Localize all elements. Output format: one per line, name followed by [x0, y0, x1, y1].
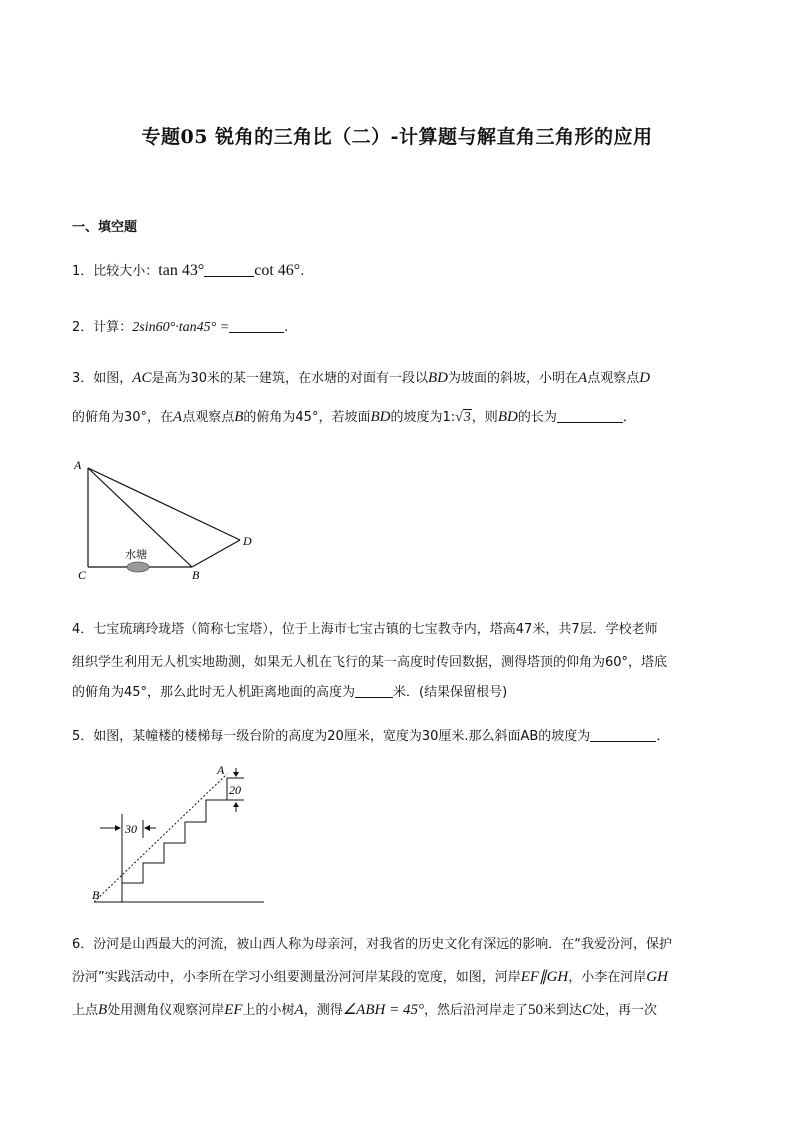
- q3-text: 的俯角为30°，在: [72, 410, 174, 425]
- q6-math: EF∥GH: [520, 969, 569, 985]
- q6-text: 上的小树: [242, 1003, 295, 1018]
- q6-text: ，然后沿河岸走了: [423, 1003, 528, 1018]
- q4-answer-blank[interactable]: [355, 684, 393, 698]
- arrow-head-icon: [144, 825, 150, 831]
- q1-left-expr: tan 43°: [158, 262, 205, 279]
- q6-text: 上点: [72, 1003, 99, 1018]
- line-bd: [192, 540, 240, 567]
- question-6-line-3: [72, 999, 657, 1019]
- q1-number: 1．: [72, 264, 94, 279]
- dim-width-label: 30: [125, 822, 137, 836]
- q3-var-bd: BD: [370, 409, 391, 425]
- question-4-line-3: [72, 681, 507, 700]
- arrow-head-icon: [233, 802, 239, 807]
- q4-number: 4．: [72, 622, 94, 637]
- dim-height-label: 20: [229, 783, 241, 797]
- q6-text: ，测得: [303, 1003, 343, 1018]
- q6-math: A: [294, 1002, 304, 1018]
- section-heading: 一、填空题: [72, 220, 138, 235]
- q3-var-ac: AC: [132, 370, 152, 386]
- q4-text: 七宝琉璃玲珑塔（简称七宝塔），位于上海市七宝古镇的七宝教寺内，塔高47米，共7层．学校老师: [93, 622, 658, 637]
- q3-text: 是高为30米的某一建筑，在水塘的对面有一段以: [151, 371, 429, 386]
- q6-math: GH: [646, 969, 668, 985]
- q3-var-bd: BD: [497, 409, 518, 425]
- question-5: [72, 725, 669, 744]
- q6-text: 汾河是山西最大的河流，被山西人称为母亲河，对我省的历史文化有深远的影响．在“我爱汾河，保护: [93, 937, 673, 952]
- slope-ab: [94, 774, 227, 902]
- question-4-line-1: [72, 618, 658, 637]
- q2-expression: 2sin60°·tan45° =: [132, 320, 230, 335]
- label-a: A: [217, 763, 225, 777]
- q5-text: 如图，某幢楼的楼梯每一级台阶的高度为20厘米，宽度为30厘米.那么斜面AB的坡度为: [93, 729, 591, 744]
- pond-shape: [127, 562, 149, 572]
- q3-text: 的长为: [517, 410, 557, 425]
- q3-end: ．: [622, 410, 636, 425]
- question-6-line-2: [72, 966, 668, 986]
- q4-text: 组织学生利用无人机实地勘测，如果无人机在飞行的某一高度时传回数据，测得塔顶的仰角为60°，塔底: [72, 655, 668, 670]
- label-d: D: [243, 534, 252, 548]
- q3-text: 的坡度为1:: [390, 410, 456, 425]
- q1-right-expr: cot 46°: [254, 262, 301, 279]
- q4-text: 的俯角为45°，那么此时无人机距离地面的高度为: [72, 685, 356, 700]
- label-b: B: [192, 568, 200, 582]
- q1-text: 比较大小：: [93, 264, 159, 279]
- q6-math: EF: [224, 1002, 243, 1018]
- sqrt-radicand: 3: [463, 410, 471, 425]
- q3-text: ，则: [471, 410, 498, 425]
- question-4-line-2: [72, 651, 667, 670]
- q6-text: 米到达: [542, 1003, 582, 1018]
- q3-text: 为坡面的斜坡，小明在: [448, 371, 579, 386]
- question-3-line-2: [72, 406, 636, 426]
- question-6-line-1: [72, 933, 672, 952]
- q1-answer-blank[interactable]: [204, 263, 254, 277]
- q6-text: 处，再一次: [592, 1003, 658, 1018]
- q3-text: 如图，: [93, 371, 133, 386]
- q3-var-a: A: [173, 409, 183, 425]
- q3-var-d: D: [639, 370, 651, 386]
- arrow-head-icon: [115, 825, 121, 831]
- label-b: B: [92, 888, 100, 902]
- q1-end: .: [300, 264, 305, 279]
- q3-answer-blank[interactable]: [557, 409, 623, 423]
- question-1: [72, 260, 304, 280]
- q3-text: 点观察点: [587, 371, 640, 386]
- q5-end: ．: [656, 729, 670, 744]
- q6-math: B: [98, 1002, 108, 1018]
- q6-text: ，小李在河岸: [568, 970, 647, 985]
- q6-math: 50: [527, 1002, 543, 1018]
- q3-text: 的俯角为45°，若坡面: [243, 410, 371, 425]
- label-c: C: [78, 568, 87, 582]
- q6-math: C: [582, 1002, 593, 1018]
- q6-math: ∠ABH = 45°: [342, 1002, 424, 1018]
- q3-number: 3．: [72, 371, 94, 386]
- q5-answer-blank[interactable]: [590, 728, 656, 742]
- q3-var-bd: BD: [428, 370, 449, 386]
- question-2: [72, 316, 288, 336]
- stair-steps: [122, 778, 244, 883]
- q6-number: 6．: [72, 937, 94, 952]
- q4-text: 米．(结果保留根号): [393, 685, 508, 700]
- line-ad: [88, 468, 240, 540]
- sqrt-symbol: √3: [455, 410, 471, 425]
- q3-var-a: A: [578, 370, 588, 386]
- q2-answer-blank[interactable]: [229, 319, 284, 333]
- q2-text: 计算：: [93, 320, 133, 335]
- q5-number: 5．: [72, 729, 94, 744]
- q6-text: 汾河”实践活动中，小李所在学习小组要测量汾河河岸某段的宽度，如图，河岸: [72, 970, 521, 985]
- label-a: A: [74, 458, 82, 472]
- q3-figure: [70, 455, 270, 585]
- arrow-head-icon: [233, 772, 239, 777]
- question-3-line-1: [72, 367, 650, 387]
- q6-text: 处用测角仪观察河岸: [107, 1003, 225, 1018]
- q3-text: 点观察点: [182, 410, 235, 425]
- q2-end: .: [284, 320, 289, 335]
- page-title: 专题05 锐角的三角比（二）-计算题与解直角三角形的应用: [141, 126, 653, 148]
- q5-figure: [86, 762, 276, 907]
- q3-var-b: B: [234, 409, 244, 425]
- q2-number: 2．: [72, 320, 94, 335]
- pond-label: 水塘: [125, 549, 147, 561]
